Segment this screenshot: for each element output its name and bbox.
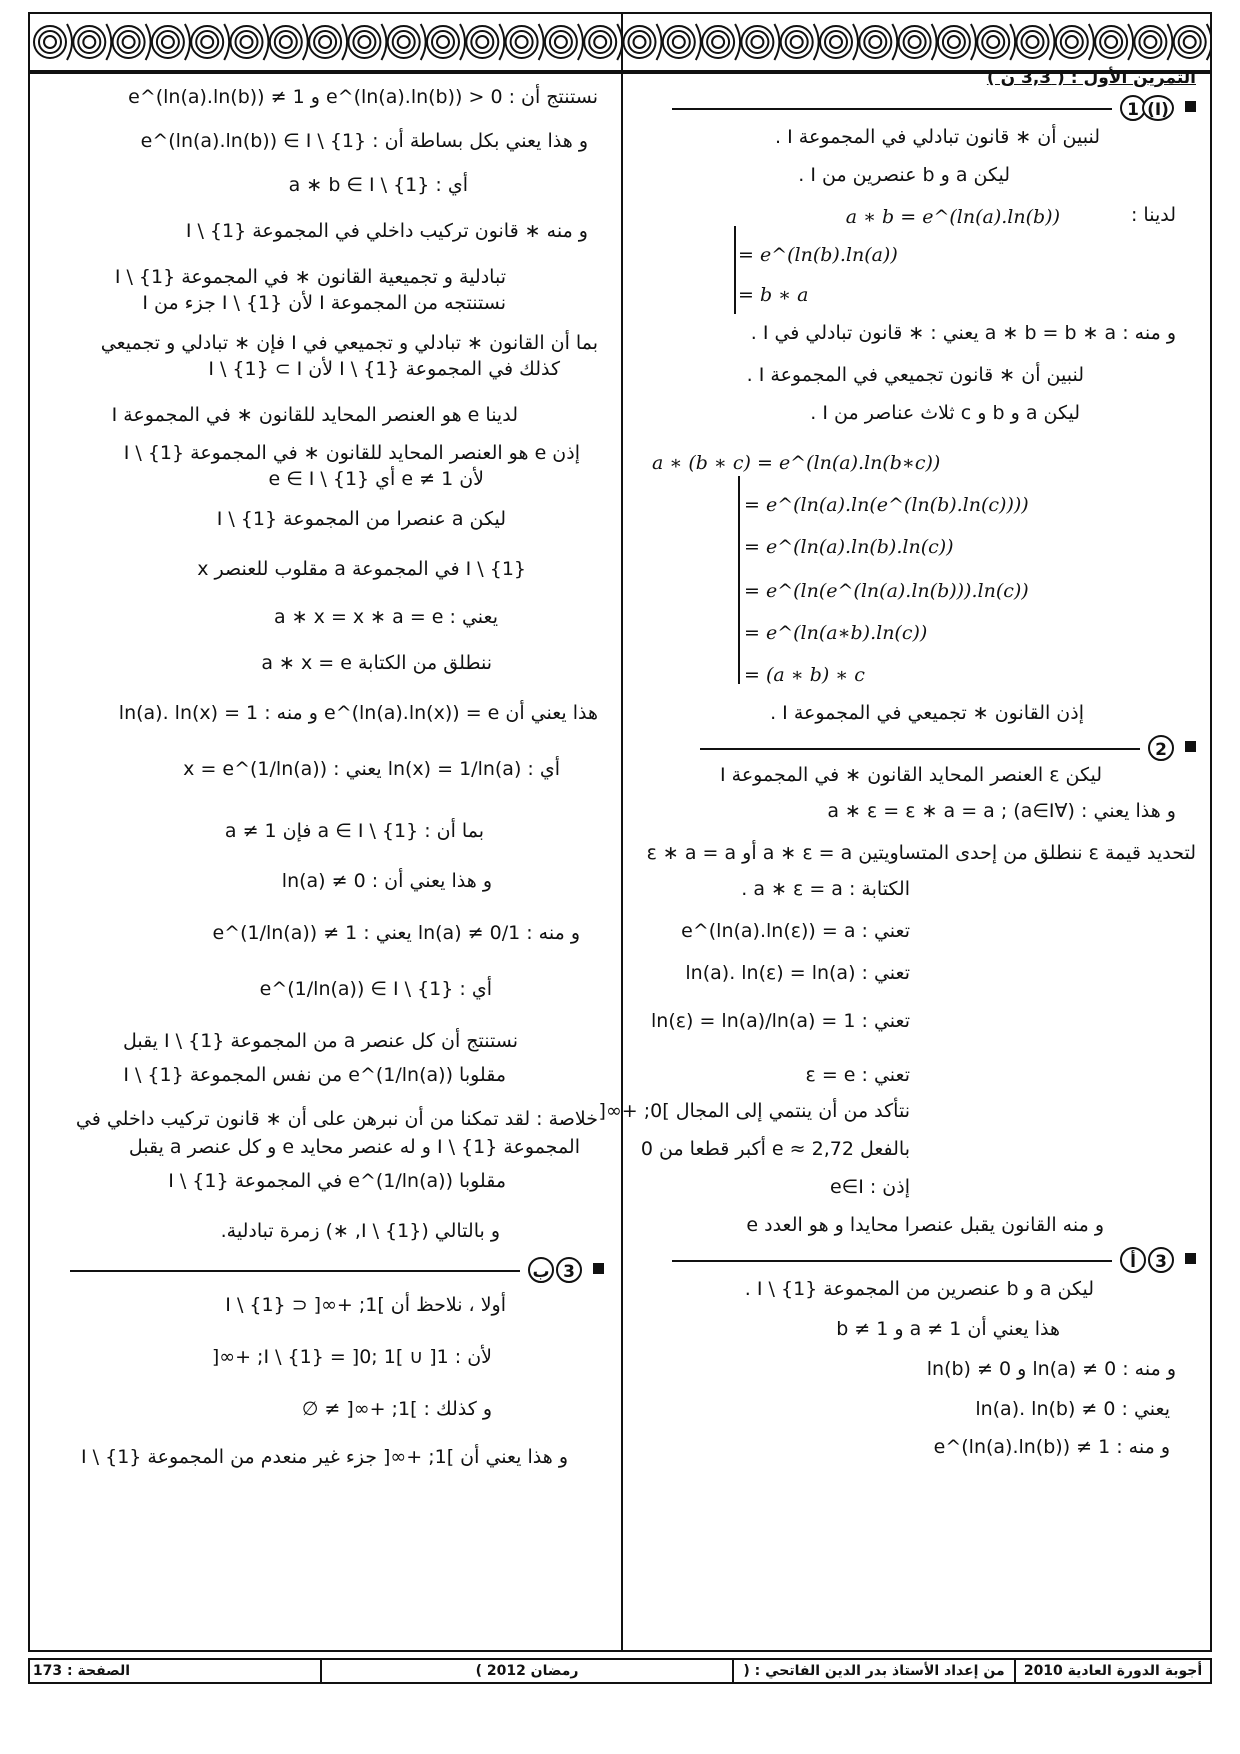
- equation: = e^(ln(a).ln(b).ln(c)): [744, 536, 954, 558]
- ornament-ring: [280, 36, 292, 48]
- equation: = e^(ln(b).ln(a)): [738, 244, 898, 266]
- text-line: نستنتج أن : e^(ln(a).ln(b)) > 0 و 1 ≠ e^(ln(a).ln(b)): [128, 86, 598, 108]
- ornament-curl: [67, 24, 72, 60]
- ornament-ring: [78, 31, 100, 53]
- ornament-ring: [673, 36, 685, 48]
- ornament-ring: [830, 36, 842, 48]
- text-line: و منه : e^(ln(a).ln(b)) ≠ 1: [933, 1436, 1170, 1458]
- ornament-curl: [657, 24, 662, 60]
- ornament-curl: [578, 24, 583, 60]
- ornament-ring: [786, 31, 808, 53]
- page-footer: [28, 1658, 1212, 1684]
- right-column: [598, 68, 1210, 1654]
- ornament-ring: [157, 31, 179, 53]
- ornament-ring: [196, 31, 218, 53]
- ornament-ring: [1179, 31, 1201, 53]
- text-line: و هذا يعني : (∀a∈I) ; a ∗ ε = ε ∗ a = a: [827, 800, 1176, 822]
- text-line: بالفعل e ≈ 2,72 أكبر قطعا من 0: [640, 1138, 910, 1160]
- text-line: هذا يعني أن e^(ln(a).ln(x)) = e و منه : ln(a). ln(x) = 1: [118, 702, 598, 724]
- ornament-ring: [751, 36, 763, 48]
- section-2-header: [670, 732, 1210, 766]
- ornament-curl: [853, 24, 858, 60]
- ornament-ring: [123, 36, 135, 48]
- ornament-curl: [106, 24, 111, 60]
- ornament-ring: [83, 36, 95, 48]
- text-line: تعني : e^(ln(a).ln(ε)) = a: [681, 920, 910, 942]
- text-line: لتحديد قيمة ε ننطلق من إحدى المتساويتين a ∗ ε = a أو ε ∗ a = a: [646, 842, 1196, 864]
- section-number: 3: [556, 1257, 582, 1283]
- footer-author: من إعداد الأستاذ بدر الدين الفاتحي : (: [732, 1660, 1014, 1682]
- ornament-curl: [1167, 24, 1172, 60]
- section-number: 3: [1148, 1247, 1174, 1273]
- ornament-ring: [476, 36, 488, 48]
- text-line: و هذا يعني بكل بساطة أن : e^(ln(a).ln(b)) ∈ I \ {1}: [140, 130, 588, 152]
- ornament-ring: [162, 36, 174, 48]
- ornament-curl: [499, 24, 504, 60]
- equation: a ∗ b = e^(ln(a).ln(b)): [845, 206, 1060, 228]
- ornament-ring: [869, 36, 881, 48]
- ornament-ring: [511, 31, 533, 53]
- ornament-ring: [1027, 36, 1039, 48]
- ornament-ring: [707, 31, 729, 53]
- text-line: مقلوبا e^(1/ln(a)) من نفس المجموعة I \ {1}: [123, 1064, 506, 1086]
- ornament-curl: [303, 24, 308, 60]
- text-line: و كذلك : ]1; +∞[ ≠ ∅: [301, 1398, 492, 1420]
- ornament-ring: [629, 31, 651, 53]
- ornament-curl: [460, 24, 465, 60]
- text-line: x مقلوب للعنصر a في المجموعة I \ {1}: [197, 558, 526, 580]
- ornament-ring: [1022, 31, 1044, 53]
- equation: = e^(ln(a).ln(e^(ln(b).ln(c)))): [744, 494, 1029, 516]
- ornament-ring: [1105, 36, 1117, 48]
- text-line: بما أن القانون ∗ تبادلي و تجميعي في I فإن ∗ تبادلي و تجميعي: [100, 332, 598, 354]
- ornament-ring: [319, 36, 331, 48]
- text-line: و منه : 1/ln(a) ≠ 0 يعني : e^(1/ln(a)) ≠ 1: [212, 922, 580, 944]
- ornament-curl: [696, 24, 701, 60]
- ornament-ring: [987, 36, 999, 48]
- ornament-ring: [1144, 36, 1156, 48]
- text-line: إذن e هو العنصر المحايد للقانون ∗ في المجموعة I \ {1}: [123, 442, 580, 464]
- ornament-ring: [864, 31, 886, 53]
- text-line: و بالتالي (I \ {1}, ∗) زمرة تبادلية.: [220, 1220, 500, 1242]
- equation: a ∗ (b ∗ c) = e^(ln(a).ln(b∗c)): [652, 452, 941, 474]
- text-line: و منه القانون يقبل عنصرا محايدا و هو العدد e: [746, 1214, 1104, 1236]
- bullet-square-icon: [1185, 741, 1196, 752]
- ornament-ring: [275, 31, 297, 53]
- text-line: ليكن a و b عنصرين من المجموعة I \ {1} .: [744, 1278, 1094, 1300]
- ornament-ring: [353, 31, 375, 53]
- ornament-ring: [909, 36, 921, 48]
- section-label: (I): [1142, 95, 1174, 121]
- ornament-curl: [1128, 24, 1133, 60]
- text-line: و هذا يعني أن ]1; +∞[ جزء غير منعدم من المجموعة I \ {1}: [81, 1446, 568, 1468]
- ornament-ring: [825, 31, 847, 53]
- text-line: لنبين أن ∗ قانون تجميعي في المجموعة I .: [746, 364, 1084, 386]
- ornament-ring: [398, 36, 410, 48]
- ornament-curl: [814, 24, 819, 60]
- text-line: تعني : ln(a). ln(ε) = ln(a): [685, 962, 910, 984]
- ornament-curl: [342, 24, 347, 60]
- text-line: إذن القانون ∗ تجميعي في المجموعة I .: [770, 702, 1084, 724]
- ornament-curl: [185, 24, 190, 60]
- ornament-ring: [241, 36, 253, 48]
- ornament-curl: [264, 24, 269, 60]
- text-line: أي : ln(x) = 1/ln(a) يعني : x = e^(1/ln(a)): [183, 758, 560, 780]
- ornament-ring: [393, 31, 415, 53]
- equation-bar: [734, 226, 736, 314]
- section-3b-header: [58, 1254, 618, 1288]
- ornament-ring: [201, 36, 213, 48]
- ornament-curl: [735, 24, 740, 60]
- text-line: هذا يعني أن a ≠ 1 و b ≠ 1: [836, 1318, 1060, 1340]
- ornament-curl: [892, 24, 897, 60]
- text-line: ننطلق من الكتابة a ∗ x = e: [261, 652, 492, 674]
- text-line: يعني : ln(a). ln(b) ≠ 0: [975, 1398, 1170, 1420]
- ornament-ring: [1184, 36, 1196, 48]
- ornament-curl: [1050, 24, 1055, 60]
- text-line: تعني : ln(ε) = ln(a)/ln(a) = 1: [651, 1010, 910, 1032]
- text-line: لدينا :: [1130, 204, 1176, 226]
- text-line: و منه : a ∗ b = b ∗ a يعني : ∗ قانون تبادلي في I .: [750, 322, 1176, 344]
- bullet-square-icon: [1185, 1253, 1196, 1264]
- text-line: تبادلية و تجميعية القانون ∗ في المجموعة I \ {1}: [114, 266, 506, 288]
- equation: = b ∗ a: [738, 284, 809, 306]
- ornament-curl: [774, 24, 779, 60]
- ornament-ring: [44, 36, 56, 48]
- text-line: ليكن ε العنصر المحايد القانون ∗ في المجموعة I: [720, 764, 1102, 786]
- text-line: أي : e^(1/ln(a)) ∈ I \ {1}: [259, 978, 492, 1000]
- text-line: خلاصة : لقد تمكنا من أن نبرهن على أن ∗ قانون تركيب داخلي في: [75, 1108, 598, 1130]
- ornament-ring: [712, 36, 724, 48]
- ornament-curl: [971, 24, 976, 60]
- text-line: بما أن : a ∈ I \ {1} فإن a ≠ 1: [224, 820, 484, 842]
- ornament-ring: [1139, 31, 1161, 53]
- text-line: مقلوبا e^(1/ln(a)) في المجموعة I \ {1}: [168, 1170, 506, 1192]
- section-number: 2: [1148, 735, 1174, 761]
- ornament-curl: [1207, 24, 1210, 60]
- text-line: نتأكد من أن ينتمي إلى المجال ]0; +∞[: [598, 1100, 910, 1122]
- ornament-curl: [932, 24, 937, 60]
- ornament-ring: [791, 36, 803, 48]
- column-divider: [621, 12, 623, 1652]
- section-number: 1: [1120, 95, 1146, 121]
- exercise-title: التمرين الأول : ( 3,3 ن ): [986, 68, 1196, 88]
- ornament-ring: [1061, 31, 1083, 53]
- section-label: ب: [528, 1257, 554, 1283]
- ornament-curl: [1089, 24, 1094, 60]
- text-line: لأن e ≠ 1 أي e ∈ I \ {1}: [268, 468, 484, 490]
- ornament-ring: [982, 31, 1004, 53]
- ornament-ring: [589, 31, 611, 53]
- footer-date: رمضان 2012 ): [320, 1660, 732, 1682]
- ornament-ring: [594, 36, 606, 48]
- ornament-ring: [471, 31, 493, 53]
- text-line: يعني : a ∗ x = x ∗ a = e: [274, 606, 498, 628]
- text-line: و منه ∗ قانون تركيب داخلي في المجموعة I \ {1}: [185, 220, 588, 242]
- footer-page: الصفحة : 173: [32, 1663, 130, 1679]
- text-line: لدينا e هو العنصر المحايد للقانون ∗ في المجموعة I: [111, 404, 518, 426]
- ornament-ring: [550, 31, 572, 53]
- footer-exam: أجوبة الدورة العادية 2010: [1014, 1660, 1210, 1682]
- section-3a-header: [670, 1244, 1210, 1278]
- ornament-ring: [943, 31, 965, 53]
- ornament-ring: [634, 36, 646, 48]
- equation: = (a ∗ b) ∗ c: [744, 664, 865, 686]
- ornament-curl: [539, 24, 544, 60]
- text-line: و منه : ln(a) ≠ 0 و ln(b) ≠ 0: [926, 1358, 1176, 1380]
- ornament-ring: [948, 36, 960, 48]
- ornament-ring: [555, 36, 567, 48]
- ornament-curl: [1010, 24, 1015, 60]
- equation: = e^(ln(a∗b).ln(c)): [744, 622, 928, 644]
- text-line: المجموعة I \ {1} و له عنصر محايد e و كل عنصر a يقبل: [128, 1136, 580, 1158]
- text-line: الكتابة : a ∗ ε = a .: [741, 878, 910, 900]
- ornament-curl: [381, 24, 386, 60]
- text-line: إذن : e∈I: [829, 1176, 910, 1198]
- section-label: أ: [1120, 1247, 1146, 1273]
- ornament-ring: [314, 31, 336, 53]
- ornament-border: [28, 12, 1212, 72]
- equation: = e^(ln(e^(ln(a).ln(b))).ln(c)): [744, 580, 1029, 602]
- text-line: لأن : I \ {1} = ]0; 1[ ∪ ]1; +∞[: [211, 1346, 492, 1368]
- ornament-ring: [39, 31, 61, 53]
- text-line: لنبين أن ∗ قانون تبادلي في المجموعة I .: [775, 126, 1100, 148]
- text-line: ليكن a و b عنصرين من I .: [798, 164, 1010, 186]
- text-line: نستنتج أن كل عنصر a من المجموعة I \ {1} يقبل: [122, 1030, 518, 1052]
- ornament-curl: [146, 24, 151, 60]
- bullet-square-icon: [593, 1263, 604, 1274]
- text-line: كذلك في المجموعة I \ {1} لأن I \ {1} ⊂ I: [208, 358, 560, 380]
- ornament-ring: [236, 31, 258, 53]
- ornament-ring: [1066, 36, 1078, 48]
- section-1-header: [670, 92, 1210, 126]
- text-line: و هذا يعني أن : ln(a) ≠ 0: [281, 870, 492, 892]
- text-line: ليكن a و b و c ثلاث عناصر من I .: [810, 402, 1080, 424]
- text-line: تعني : ε = e: [805, 1064, 910, 1086]
- ornament-pattern: [30, 14, 1210, 70]
- ornament-ring: [668, 31, 690, 53]
- ornament-ring: [746, 31, 768, 53]
- text-line: نستنتجه من المجموعة I لأن I \ {1} جزء من I: [142, 292, 506, 314]
- ornament-ring: [904, 31, 926, 53]
- text-line: أي : a ∗ b ∈ I \ {1}: [288, 174, 468, 196]
- equation-bar: [738, 476, 740, 684]
- bullet-square-icon: [1185, 101, 1196, 112]
- ornament-ring: [437, 36, 449, 48]
- ornament-curl: [224, 24, 229, 60]
- left-column: [32, 74, 618, 1654]
- ornament-ring: [432, 31, 454, 53]
- ornament-ring: [358, 36, 370, 48]
- text-line: أولا ، نلاحظ أن ]1; +∞[ ⊂ I \ {1}: [225, 1294, 506, 1316]
- ornament-ring: [118, 31, 140, 53]
- ornament-curl: [421, 24, 426, 60]
- text-line: ليكن a عنصرا من المجموعة I \ {1}: [216, 508, 506, 530]
- ornament-ring: [516, 36, 528, 48]
- ornament-ring: [1100, 31, 1122, 53]
